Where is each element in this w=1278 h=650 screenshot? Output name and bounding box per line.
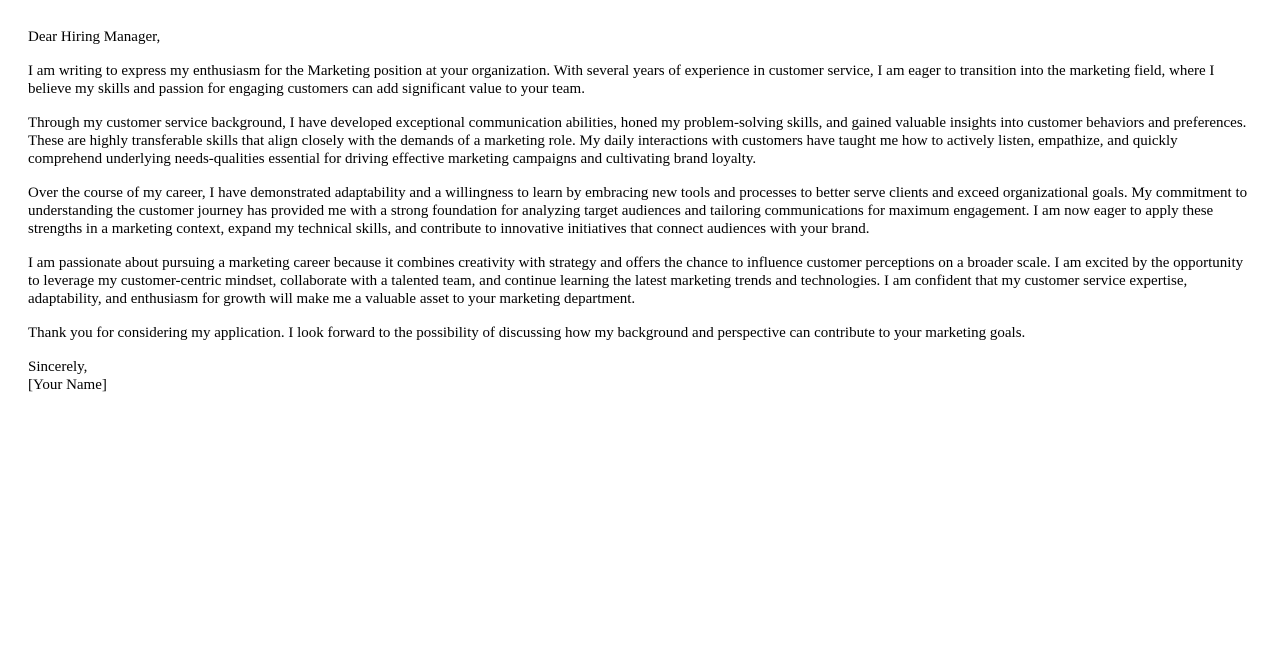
- paragraph-intro: I am writing to express my enthusiasm for the Marketing position at your organization. With several years of experience in customer service, I am eager to transition into the marketing field, where I believe my skills and passion for engaging customers can add significant value to your team.: [28, 63, 1215, 97]
- paragraph-motivation: I am passionate about pursuing a marketing career because it combines creativity with strategy and offers the chance to influence customer perceptions on a broader scale. I am excited by the opportunity to leverage my customer-centric mindset, collaborate with a talented team, and continue learning the latest marketing trends and technologies. I am confident that my customer service expertise, adaptability, and enthusiasm for growth will make me a valuable asset to your marketing department.: [28, 255, 1244, 307]
- paragraph-skills: Through my customer service background, I have developed exceptional communication abilities, honed my problem-solving skills, and gained valuable insights into customer behaviors and preferences. These are highly transferable skills that align closely with the demands of a marketing role. My daily interactions with customers have taught me how to actively listen, empathize, and quickly comprehend underlying needs-qualities essential for driving effective marketing campaigns and cultivating brand loyalty.: [28, 115, 1247, 167]
- paragraph-thanks: Thank you for considering my application. I look forward to the possibility of discussing how my background and perspective can contribute to your marketing goals.: [28, 325, 1026, 341]
- paragraph-career: Over the course of my career, I have demonstrated adaptability and a willingness to learn by embracing new tools and processes to better serve clients and exceed organizational goals. My commitment to understanding the customer journey has provided me with a strong foundation for analyzing target audiences and tailoring communications for maximum engagement. I am now eager to apply these strengths in a marketing context, expand my technical skills, and contribute to innovative initiatives that connect audiences with your brand.: [28, 185, 1248, 237]
- closing-block: [28, 358, 1250, 394]
- cover-letter: [28, 28, 1250, 394]
- signature-name: [Your Name]: [28, 377, 107, 393]
- salutation: Dear Hiring Manager,: [28, 29, 161, 45]
- closing-phrase: Sincerely,: [28, 359, 88, 375]
